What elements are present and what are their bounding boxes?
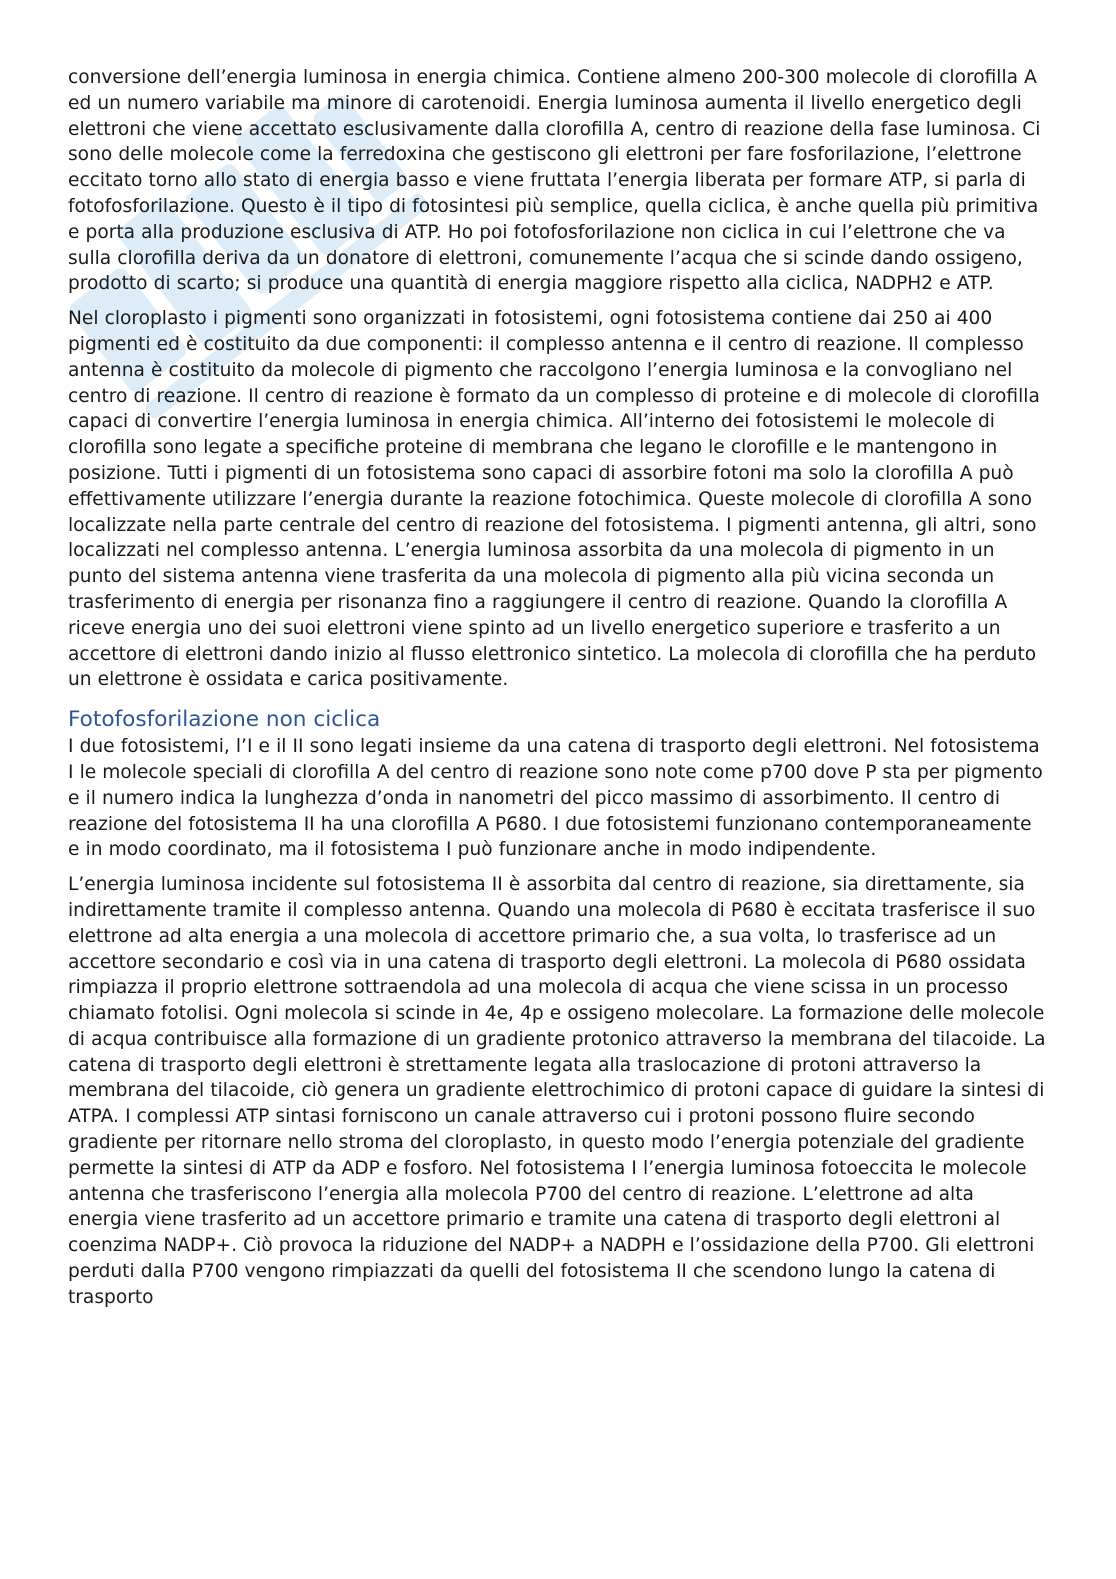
paragraph-electron-transport: L’energia luminosa incidente sul fotosistema II è assorbita dal centro di reazione, sia direttamente, sia indirettamente tramite il complesso antenna. Quando una molecola di P680 è eccitata trasferisce il suo elettrone ad alta energia a una molecola di accettore primario che, a sua volta, lo trasferisce ad un accettore secondario e così via in una catena di trasporto degli elettroni. La molecola di P680 ossidata rimpiazza il proprio elettrone sottraendola ad una molecola di acqua che viene scissa in un processo chiamato fotolisi. Ogni molecola si scinde in 4e, 4p e ossigeno molecolare. La formazione delle molecole di acqua contribuisce alla formazione di un gradiente protonico attraverso la membrana del tilacoide. La catena di trasporto degli elettroni è strettamente legata alla traslocazione di protoni attraverso la membrana del tilacoide, ciò genera un gradiente elettrochimico di protoni capace di guidare la sintesi di ATPA. I complessi ATP sintasi forniscono un canale attraverso cui i protoni possono fluire secondo gradiente per ritornare nello stroma del cloroplasto, in questo modo l’energia potenziale del gradiente permette la sintesi di ATP da ADP e fosforo. Nel fotosistema I l’energia luminosa fotoeccita le molecole antenna che trasferiscono l’energia alla molecola P700 del centro di reazione. L’elettrone ad alta energia viene trasferito ad un accettore primario e tramite una catena di trasporto degli elettroni al coenzima NADP+. Ciò provoca la riduzione del NADP+ a NADPH e l’ossidazione della P700. Gli elettroni perduti dalla P700 vengono rimpiazzati da quelli del fotosistema II che scendono lungo la catena di trasporto <box>68 874 1046 1308</box>
paragraph-intro: conversione dell’energia luminosa in energia chimica. Contiene almeno 200-300 molecole di clorofilla A ed un numero variabile ma minore di carotenoidi. Energia luminosa aumenta il livello energetico degli elettroni che viene accettato esclusivamente dalla clorofilla A, centro di reazione della fase luminosa. Ci sono delle molecole come la ferredoxina che gestiscono gli elettroni per fare fosforilazione, l’elettrone eccitato torno allo stato di energia basso e viene fruttata l’energia liberata per formare ATP, si parla di fotofosforilazione. Questo è il tipo di fotosintesi più semplice, quella ciclica, è anche quella più primitiva e porta alla produzione esclusiva di ATP. Ho poi fotofosforilazione non ciclica in cui l’elettrone che va sulla clorofilla deriva da un donatore di elettroni, comunemente l’acqua che si scinde dando ossigeno, prodotto di scarto; si produce una quantità di energia maggiore rispetto alla ciclica, NADPH2 e ATP. <box>68 67 1041 295</box>
paragraph-photosystems: Nel cloroplasto i pigmenti sono organizzati in fotosistemi, ogni fotosistema contiene dai 250 ai 400 pigmenti ed è costituito da due componenti: il complesso antenna e il centro di reazione. Il complesso antenna è costituito da molecole di pigmento che raccolgono l’energia luminosa e la convogliano nel centro di reazione. Il centro di reazione è formato da un complesso di proteine e di molecole di clorofilla capaci di convertire l’energia luminosa in energia chimica. All’interno dei fotosistemi le molecole di clorofilla sono legate a specifiche proteine di membrana che legano le clorofille e le mantengono in posizione. Tutti i pigmenti di un fotosistema sono capaci di assorbire fotoni ma solo la clorofilla A può effettivamente utilizzare l’energia durante la reazione fotochimica. Queste molecole di clorofilla A sono localizzate nella parte centrale del centro di reazione del fotosistema. I pigmenti antenna, gli altri, sono localizzati nel complesso antenna. L’energia luminosa assorbita da una molecola di pigmento in un punto del sistema antenna viene trasferita da una molecola di pigmento alla più vicina seconda un trasferimento di energia per risonanza fino a raggiungere il centro di reazione. Quando la clorofilla A riceve energia uno dei suoi elettroni viene spinto ad un livello energetico superiore e trasferito a un accettore di elettroni dando inizio al flusso elettronico sintetico. La molecola di clorofilla che ha perduto un elettrone è ossidata e carica positivamente. <box>68 308 1040 691</box>
section-heading: Fotofosforilazione non ciclica <box>68 707 381 733</box>
paragraph-two-photosystems: I due fotosistemi, l’I e il II sono legati insieme da una catena di trasporto degli elettroni. Nel fotosistema I le molecole speciali di clorofilla A del centro di reazione sono note come p700 dove P sta per pigmento e il numero indica la lunghezza d’onda in nanometri del picco massimo di assorbimento. Il centro di reazione del fotosistema II ha una clorofilla A P680. I due fotosistemi funzionano contemporaneamente e in modo coordinato, ma il fotosistema I può funzionare anche in modo indipendente. <box>68 736 1043 861</box>
document-body <box>68 65 1048 1320</box>
